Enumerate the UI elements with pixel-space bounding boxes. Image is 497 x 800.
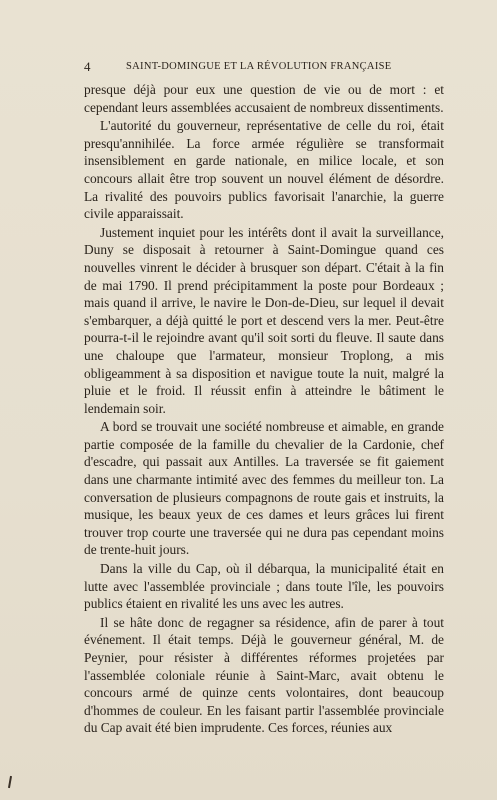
page-number: 4 [84,59,91,74]
paragraph: L'autorité du gouverneur, représentative de celle du roi, était presqu'annihilée. La force armée régulière se transformait insensiblement en garde nationale, en milice locale, et son concours allait être trop souvent un nouvel élément de désordre. La rivalité des pouvoirs publics favorisait l'anarchie, la guerre civile apparaissait. [84,118,444,222]
body-text [84,81,444,737]
running-title: SAINT-DOMINGUE ET LA RÉVOLUTION FRANÇAISE [126,61,392,72]
page-header [84,60,444,74]
margin-mark [8,776,12,788]
paragraph: Dans la ville du Cap, où il débarqua, la municipalité était en lutte avec l'assemblée provinciale ; dans toute l'île, les pouvoirs publics étaient en rivalité les uns avec les autres. [84,561,444,612]
paragraph: Justement inquiet pour les intérêts dont il avait la surveillance, Duny se disposait à retourner à Saint-Domingue quand ces nouvelles vinrent le décider à brusquer son départ. C'était à la fin de mai 1790. Il prend précipitamment la poste pour Bordeaux ; mais quand il arrive, le navire le Don-de-Dieu, sur lequel il devait s'embarquer, a déjà quitté le port et descend vers la mer. Peut-être pourra-t-il le rejoindre avant qu'il soit sorti du fleuve. Il saute dans une chaloupe que l'armateur, monsieur Troplong, a mis obligeamment à sa disposition et navigue toute la nuit, malgré la pluie et le froid. Il réussit enfin à atteindre le bâtiment le lendemain soir. [84,224,444,416]
paragraph: Il se hâte donc de regagner sa résidence, afin de parer à tout événement. Il était temps. Déjà le gouverneur général, M. de Peynier, pour résister à différentes réformes projetées par l'assemblée coloniale réunie à Saint-Marc, avait obtenu le concours armé de quinze cents volontaires, dont beaucoup d'hommes de couleur. En les faisant partir l'assemblée provinciale du Cap avait été bien imprudente. Ces forces, réunies aux [84,614,444,736]
paragraph-continued: presque déjà pour eux une question de vie ou de mort : et cependant leurs assemblées accusaient de nombreux dissentiments. [84,82,444,115]
paragraph: A bord se trouvait une société nombreuse et aimable, en grande partie composée de la famille du chevalier de la Cardonie, chef d'escadre, qui passait aux Antilles. La traversée se fit gaiement dans une charmante intimité avec des femmes du meilleur ton. La conversation de plusieurs compagnons de route gais et instruits, la musique, les beaux yeux de ces dames et leurs grâces lui firent trouver trop courte une traversée qui ne dura pas cependant moins de trente-huit jours. [84,419,444,558]
